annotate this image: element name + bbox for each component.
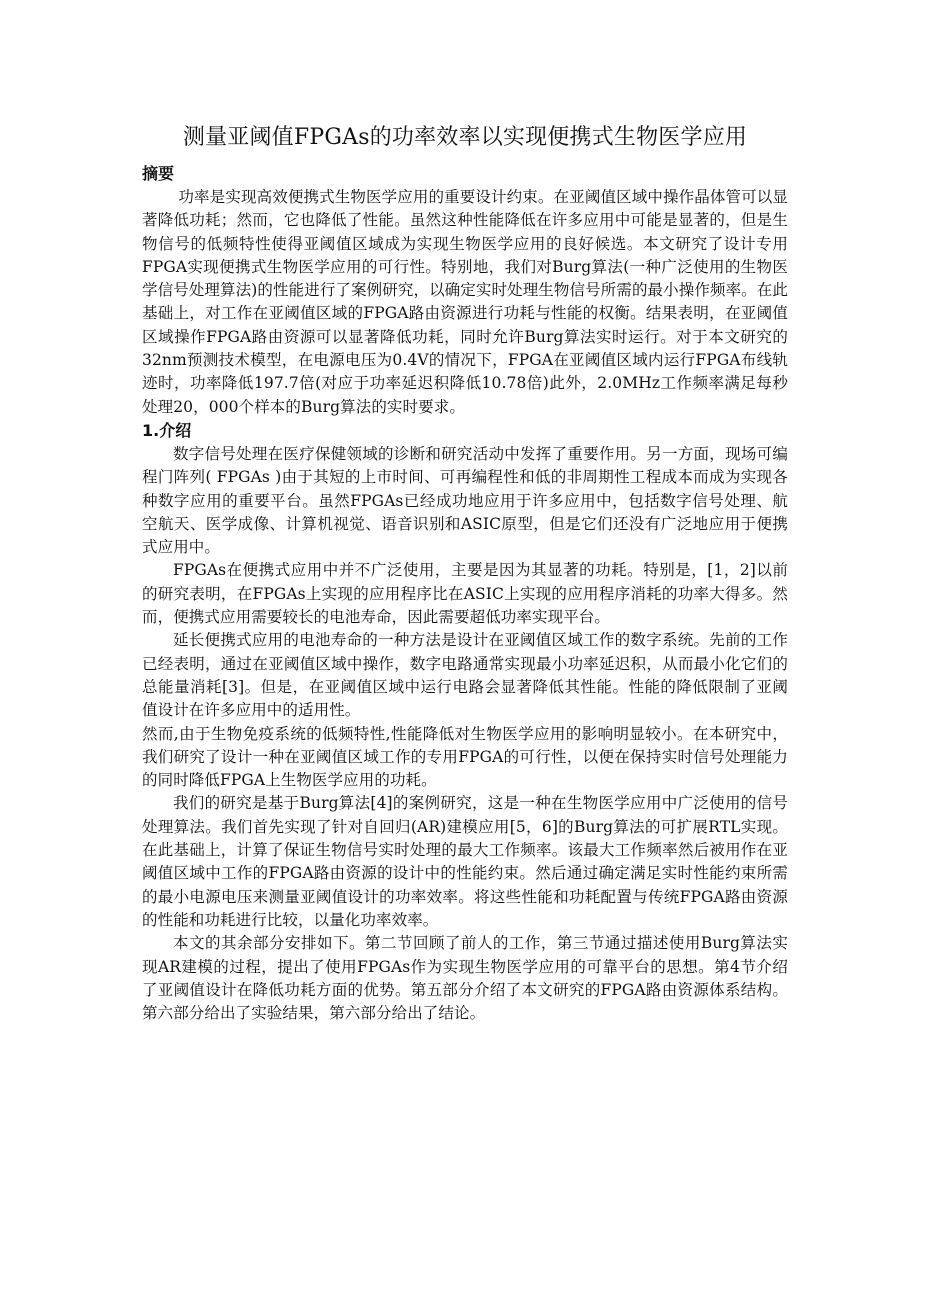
intro-paragraph-2: FPGAs在便携式应用中并不广泛使用，主要是因为其显著的功耗。特别是，[1，2]以前的研究表明，在FPGAs上实现的应用程序比在ASIC上实现的应用程序消耗的功率大得多。然而，便携式应用需要较长的电池寿命，因此需要超低功率实现平台。 xyxy=(142,561,788,627)
intro-paragraph-1: 数字信号处理在医疗保健领域的诊断和研究活动中发挥了重要作用。另一方面，现场可编程门阵列( FPGAs )由于其短的上市时间、可再编程性和低的非周期性工程成本而成为实现各种数字应用的重要平台。虽然FPGAs已经成功地应用于许多应用中，包括数字信号处理、航空航天、医学成像、计算机视觉、语音识别和ASIC原型，但是它们还没有广泛地应用于便携式应用中。 xyxy=(142,444,788,557)
intro-paragraph-5: 我们的研究是基于Burg算法[4]的案例研究，这是一种在生物医学应用中广泛使用的信号处理算法。我们首先实现了针对自回归(AR)建模应用[5，6]的Burg算法的可扩展RTL实现。在此基础上，计算了保证生物信号实时处理的最大工作频率。该最大工作频率然后被用作在亚阈值区域中工作的FPGA路由资源的设计中的性能约束。然后通过确定满足实时性能约束所需的最小电源电压来测量亚阈值设计的功率效率。将这些性能和功耗配置与传统FPGA路由资源的性能和功耗进行比较，以量化功率效率。 xyxy=(142,794,788,929)
intro-paragraph-3: 延长便携式应用的电池寿命的一种方法是设计在亚阈值区域工作的数字系统。先前的工作已经表明，通过在亚阈值区域中操作，数字电路通常实现最小功率延迟积，从而最小化它们的总能量消耗[3]。但是，在亚阈值区域中运行电路会显著降低其性能。性能的降低限制了亚阈值设计在许多应用中的适用性。 xyxy=(142,631,788,720)
abstract-heading: 摘要 xyxy=(142,164,175,183)
abstract-paragraph: 功率是实现高效便携式生物医学应用的重要设计约束。在亚阈值区域中操作晶体管可以显著降低功耗；然而，它也降低了性能。虽然这种性能降低在许多应用中可能是显著的，但是生物信号的低频特性使得亚阈值区域成为实现生物医学应用的良好候选。本文研究了设计专用FPGA实现便携式生物医学应用的可行性。特别地，我们对Burg算法(一种广泛使用的生物医学信号处理算法)的性能进行了案例研究，以确定实时处理生物信号所需的最小操作频率。在此基础上，对工作在亚阈值区域的FPGA路由资源进行功耗与性能的权衡。结果表明，在亚阈值区域操作FPGA路由资源可以显著降低功耗，同时允许Burg算法实时运行。对于本文研究的32nm预测技术模型，在电源电压为0.4V的情况下，FPGA在亚阈值区域内运行FPGA布线轨迹时，功率降低197.7倍(对应于功率延迟积降低10.78倍)此外，2.0MHz工作频率满足每秒处理20，000个样本的Burg算法的实时要求。 xyxy=(142,188,788,416)
document-page xyxy=(142,118,788,1025)
introduction-heading: 1.介绍 xyxy=(142,420,192,440)
intro-paragraph-6: 本文的其余部分安排如下。第二节回顾了前人的工作，第三节通过描述使用Burg算法实现AR建模的过程，提出了使用FPGAs作为实现生物医学应用的可靠平台的思想。第4节介绍了亚阈值设计在降低功耗方面的优势。第五部分介绍了本文研究的FPGA路由资源体系结构。第六部分给出了实验结果，第六部分给出了结论。 xyxy=(142,934,788,1023)
intro-paragraph-4: 然而,由于生物免疫系统的低频特性,性能降低对生物医学应用的影响明显较小。在本研究中，我们研究了设计一种在亚阈值区域工作的专用FPGA的可行性，以便在保持实时信号处理能力的同时降低FPGA上生物医学应用的功耗。 xyxy=(142,724,788,790)
document-title: 测量亚阈值FPGAs的功率效率以实现便携式生物医学应用 xyxy=(182,125,748,150)
